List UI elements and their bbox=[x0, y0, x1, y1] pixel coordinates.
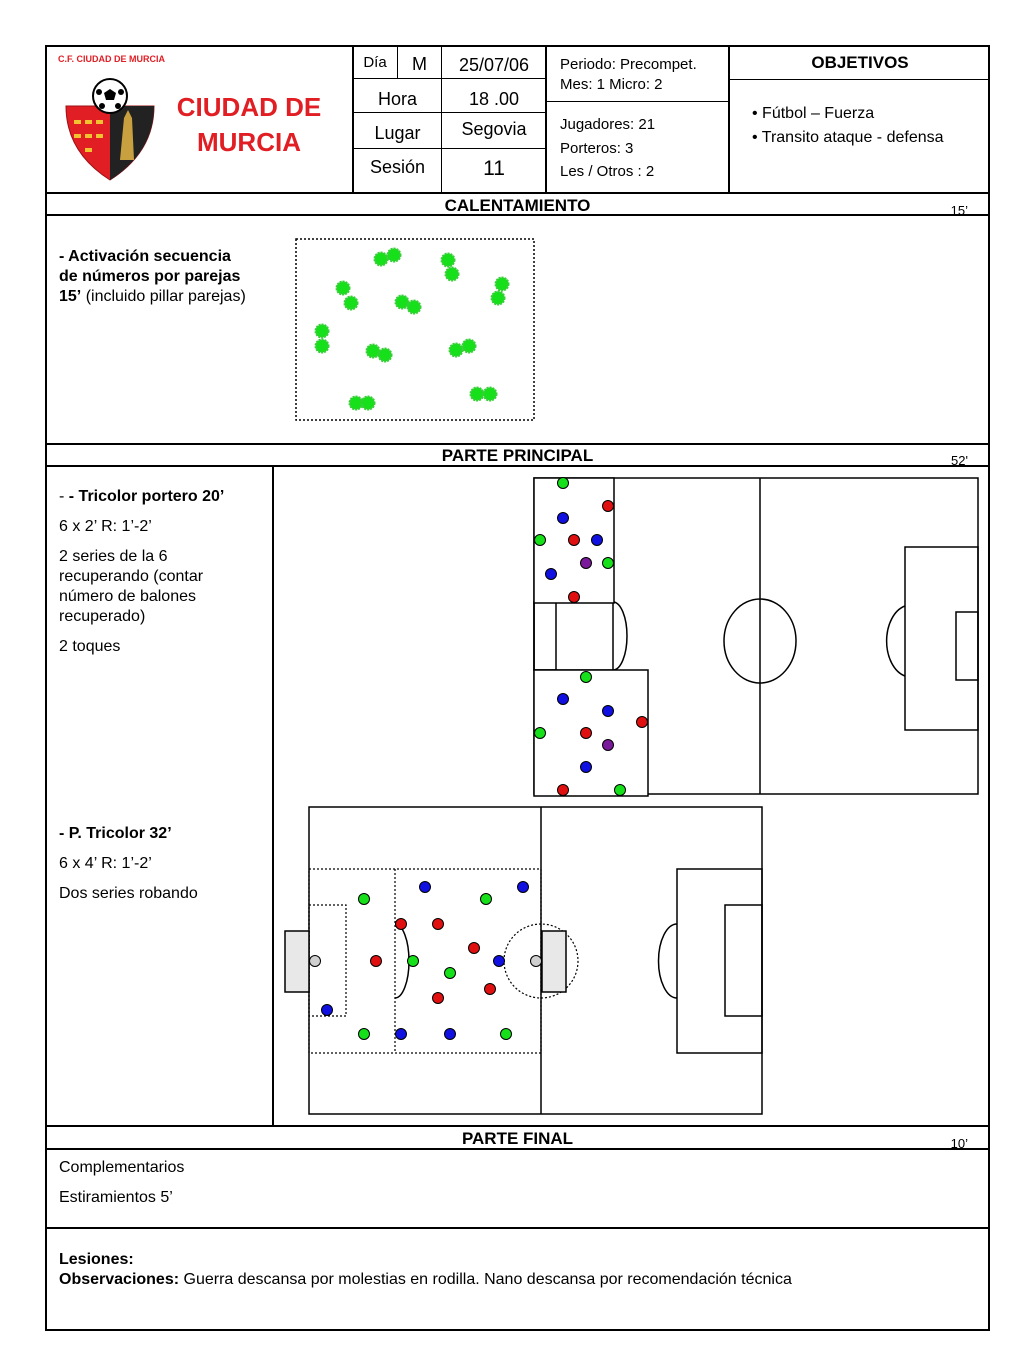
principal-bottom-line bbox=[45, 1125, 990, 1127]
ex2-player-marker bbox=[322, 1005, 333, 1016]
penalty-area-left bbox=[534, 602, 613, 670]
warmup-player-marker bbox=[450, 344, 463, 357]
ex2-player-marker bbox=[485, 984, 496, 995]
final-time: 10’ bbox=[950, 1136, 968, 1151]
session-date: 25/07/06 bbox=[458, 55, 530, 75]
warmup-player-marker bbox=[316, 340, 329, 353]
penalty-arc-left bbox=[613, 602, 627, 670]
warmup-player-marker bbox=[463, 340, 476, 353]
ex1-player-marker bbox=[603, 706, 614, 717]
ex1-player-marker bbox=[603, 501, 614, 512]
objetivo-item: • Transito ataque - defensa bbox=[752, 126, 944, 150]
objetivos-list bbox=[752, 102, 944, 150]
jugadores-text: Jugadores: 21 bbox=[560, 116, 656, 133]
warmup-player-marker bbox=[337, 282, 350, 295]
ex1-player-marker bbox=[581, 558, 592, 569]
lugar-label: Lugar bbox=[374, 123, 421, 143]
exercise-1-title: - - Tricolor portero 20’ bbox=[59, 488, 225, 505]
ex1-player-marker bbox=[581, 672, 592, 683]
hora-value: 18 .00 bbox=[468, 89, 520, 109]
les-otros-text: Les / Otros : 2 bbox=[560, 163, 655, 180]
club-crest bbox=[58, 54, 165, 184]
exercise-1-detail: 2 series de la 6 recuperando (contar número de balones recuperado) bbox=[59, 548, 204, 625]
exercise-1-reps: 6 x 2’ R: 1’-2’ bbox=[59, 518, 152, 535]
ex2-player-marker bbox=[433, 993, 444, 1004]
warmup-player-marker bbox=[316, 325, 329, 338]
ex2-player-marker bbox=[420, 882, 431, 893]
exercise-2-description bbox=[59, 824, 259, 914]
ex2-player-marker bbox=[469, 943, 480, 954]
warmup-player-marker bbox=[492, 292, 505, 305]
club-name-line1: CIUDAD DE bbox=[176, 92, 322, 122]
ex1-player-marker bbox=[546, 569, 557, 580]
ex2-goalkeeper-marker bbox=[310, 956, 321, 967]
penalty-area-right bbox=[905, 547, 978, 730]
ex2-player-marker bbox=[359, 1029, 370, 1040]
calentamiento-duration: 15’ bbox=[59, 288, 82, 305]
objetivo-item: • Fútbol – Fuerza bbox=[752, 102, 944, 126]
ex1-player-marker bbox=[558, 478, 569, 489]
row-line-1 bbox=[352, 78, 546, 79]
ex2-player-marker bbox=[396, 919, 407, 930]
observaciones-text: Guerra descansa por molestias en rodilla. Nano descansa por recomendación técnica bbox=[179, 1271, 792, 1288]
ex1-player-marker bbox=[535, 535, 546, 546]
exercise-1-touches: 2 toques bbox=[59, 638, 121, 655]
penalty-arc-right bbox=[887, 606, 905, 676]
calentamiento-line2: de números por parejas bbox=[59, 268, 241, 285]
ex2-penalty-arc bbox=[659, 924, 678, 998]
ex1-player-marker bbox=[592, 535, 603, 546]
warmup-player-marker bbox=[375, 253, 388, 266]
club-name-line2: MURCIA bbox=[197, 127, 301, 157]
ex1-player-marker bbox=[558, 513, 569, 524]
warmup-player-marker bbox=[496, 278, 509, 291]
row-line-3 bbox=[352, 148, 546, 149]
calentamiento-bottom-line bbox=[45, 443, 990, 445]
warmup-player-marker bbox=[442, 254, 455, 267]
periodo-line bbox=[545, 101, 729, 102]
final-bottom-line bbox=[45, 1227, 990, 1229]
ex1-player-marker bbox=[615, 785, 626, 796]
calentamiento-line3 bbox=[59, 287, 279, 307]
crest-text: C.F. CIUDAD DE MURCIA bbox=[58, 54, 165, 64]
ex1-player-marker bbox=[535, 728, 546, 739]
warmup-player-marker bbox=[471, 388, 484, 401]
ex2-player-marker bbox=[433, 919, 444, 930]
ex1-player-marker bbox=[581, 762, 592, 773]
exercise-2-diagram bbox=[280, 802, 768, 1120]
ex2-goal-left bbox=[285, 931, 309, 992]
ex1-player-marker bbox=[558, 694, 569, 705]
ex2-goal-center bbox=[542, 931, 566, 992]
warmup-player-marker bbox=[345, 297, 358, 310]
calentamiento-title: CALENTAMIENTO bbox=[444, 196, 591, 215]
warmup-player-marker bbox=[388, 249, 401, 262]
warmup-player-marker bbox=[396, 296, 409, 309]
calentamiento-description bbox=[59, 247, 279, 307]
warmup-diagram bbox=[290, 232, 540, 426]
ex2-box-arc bbox=[395, 924, 409, 998]
sesion-value: 11 bbox=[483, 157, 505, 180]
ex2-player-marker bbox=[501, 1029, 512, 1040]
final-title: PARTE FINAL bbox=[461, 1129, 574, 1148]
ex2-player-marker bbox=[445, 1029, 456, 1040]
calentamiento-line1: - Activación secuencia bbox=[59, 248, 231, 265]
exercise-1-description bbox=[59, 487, 259, 667]
ex2-goal-area bbox=[725, 905, 762, 1016]
dia-label: Día bbox=[363, 54, 387, 71]
exercise-2-title: - P. Tricolor 32’ bbox=[59, 825, 172, 842]
row-line-2 bbox=[352, 112, 546, 113]
ex1-player-marker bbox=[569, 592, 580, 603]
ex1-player-marker bbox=[603, 740, 614, 751]
final-description bbox=[59, 1158, 459, 1218]
exercise-2-reps: 6 x 4’ R: 1’-2’ bbox=[59, 855, 152, 872]
final-line1: Complementarios bbox=[59, 1159, 185, 1176]
ex1-player-marker bbox=[637, 717, 648, 728]
hora-label: Hora bbox=[377, 89, 417, 109]
goal-area-right bbox=[956, 612, 978, 680]
ex2-goalkeeper-marker bbox=[531, 956, 542, 967]
ex2-player-marker bbox=[494, 956, 505, 967]
ex2-player-marker bbox=[371, 956, 382, 967]
exercise-1-title-text: - Tricolor portero 20’ bbox=[68, 488, 225, 505]
ex2-player-marker bbox=[359, 894, 370, 905]
principal-title: PARTE PRINCIPAL bbox=[441, 446, 594, 465]
ex2-player-marker bbox=[445, 968, 456, 979]
calentamiento-note: (incluido pillar parejas) bbox=[81, 288, 246, 305]
goal-area-left bbox=[534, 602, 556, 670]
warmup-player-marker bbox=[446, 268, 459, 281]
ex1-player-marker bbox=[603, 558, 614, 569]
header-divider-info bbox=[545, 45, 547, 193]
objetivos-title-line bbox=[728, 79, 990, 80]
ex1-player-marker bbox=[581, 728, 592, 739]
ex1-player-marker bbox=[569, 535, 580, 546]
label-value-divider bbox=[441, 45, 442, 193]
calentamiento-time: 15’ bbox=[950, 203, 968, 218]
ex2-player-marker bbox=[518, 882, 529, 893]
principal-column-divider bbox=[272, 465, 274, 1126]
mes-micro-text: Mes: 1 Micro: 2 bbox=[560, 76, 663, 93]
principal-time: 52' bbox=[951, 453, 968, 468]
club-name bbox=[163, 90, 335, 160]
ex1-player-marker bbox=[558, 785, 569, 796]
objetivos-title: OBJETIVOS bbox=[811, 53, 909, 72]
lesiones-label: Lesiones: bbox=[59, 1251, 134, 1268]
final-line2: Estiramientos 5’ bbox=[59, 1189, 173, 1206]
periodo-text: Periodo: Precompet. bbox=[560, 56, 697, 73]
warmup-player-marker bbox=[408, 301, 421, 314]
header-bottom-line bbox=[45, 192, 990, 194]
exercise-1-diagram bbox=[530, 472, 982, 802]
sesion-label: Sesión bbox=[369, 157, 426, 177]
exercise-2-detail: Dos series robando bbox=[59, 885, 198, 902]
warmup-player-marker bbox=[484, 388, 497, 401]
warmup-area bbox=[296, 239, 534, 420]
ex2-penalty-area bbox=[677, 869, 762, 1053]
porteros-text: Porteros: 3 bbox=[560, 140, 634, 157]
warmup-player-marker bbox=[362, 397, 375, 410]
observaciones-row bbox=[59, 1270, 979, 1290]
notes-section bbox=[59, 1250, 979, 1290]
lugar-value: Segovia bbox=[461, 119, 527, 139]
ex2-player-marker bbox=[396, 1029, 407, 1040]
observaciones-label: Observaciones: bbox=[59, 1271, 180, 1288]
ex2-player-marker bbox=[481, 894, 492, 905]
warmup-player-marker bbox=[379, 349, 392, 362]
ex2-play-zone bbox=[309, 869, 541, 1053]
dia-value: M bbox=[412, 54, 427, 74]
ex2-player-marker bbox=[408, 956, 419, 967]
